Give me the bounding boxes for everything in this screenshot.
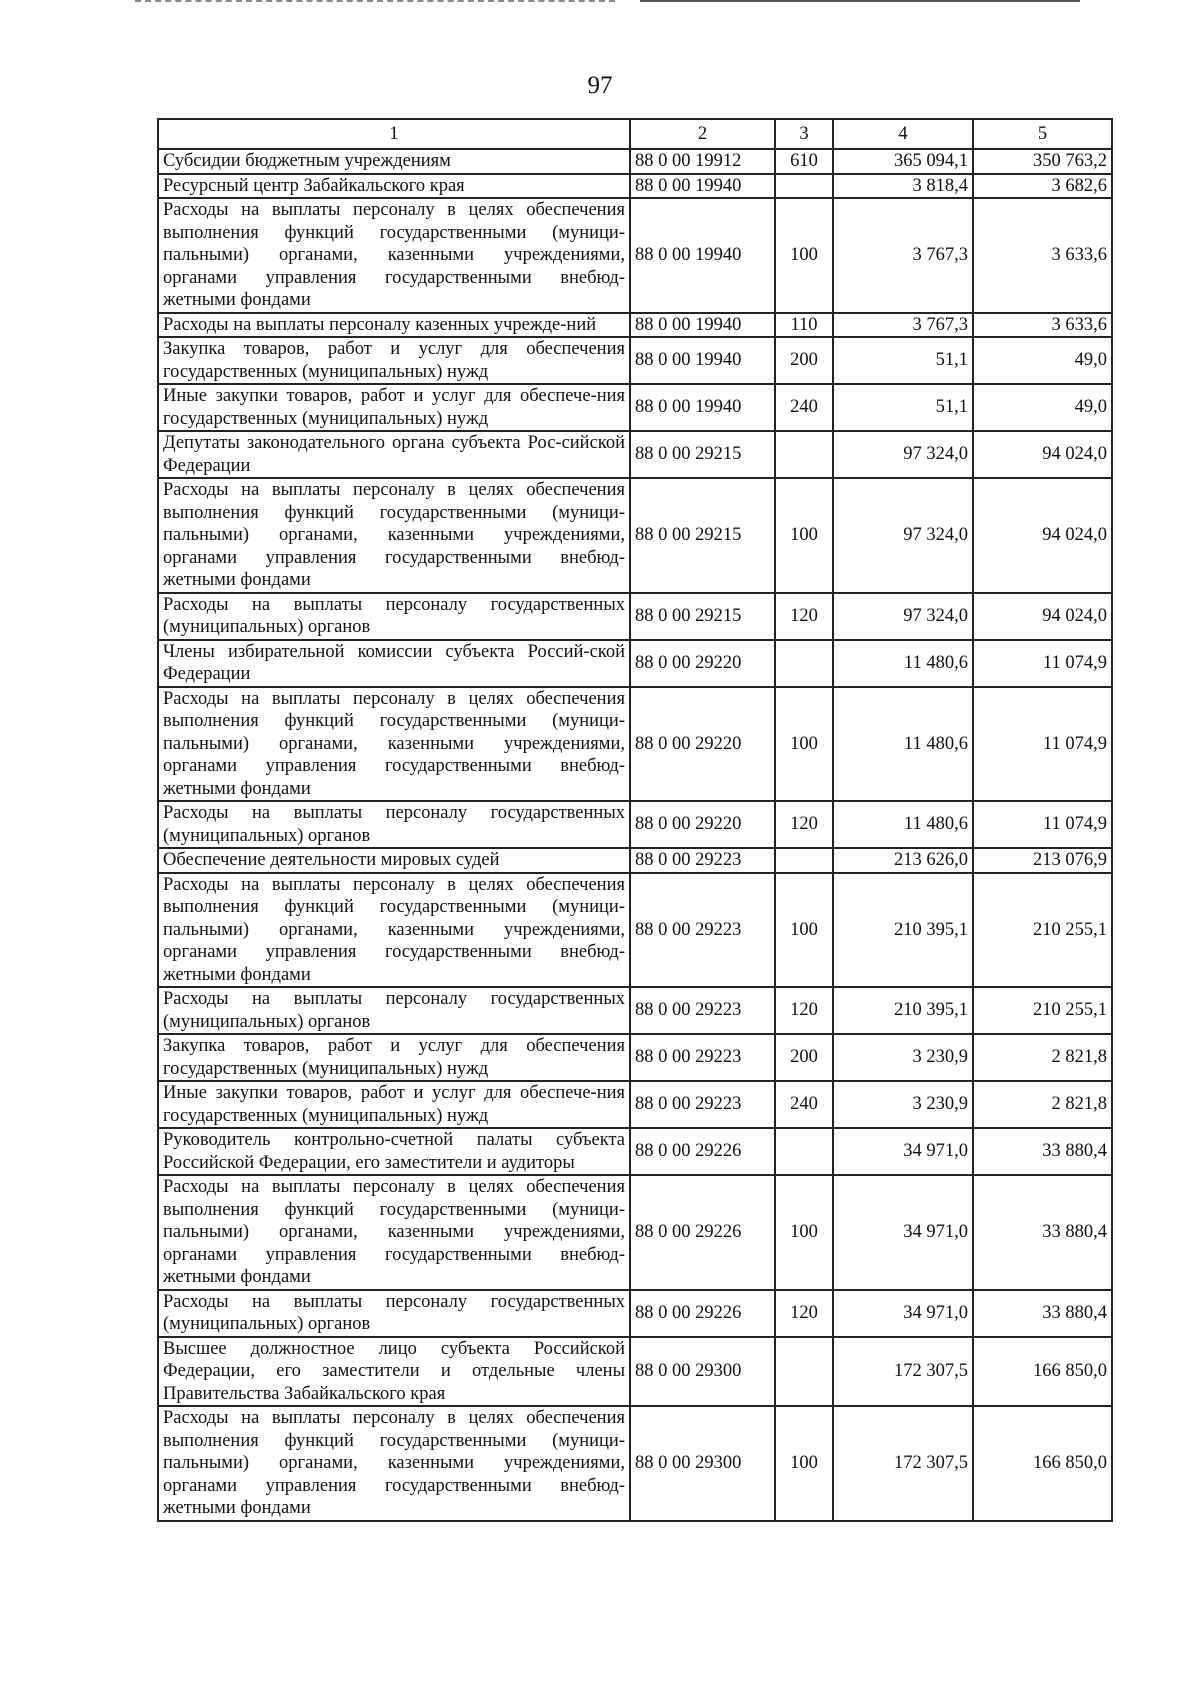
row-value-2023-cell: 51,1 xyxy=(833,337,973,384)
table-row xyxy=(158,384,1112,431)
row-kind-cell: 110 xyxy=(775,313,833,338)
row-value-2024-cell: 94 024,0 xyxy=(973,593,1112,640)
row-value-2024-cell: 33 880,4 xyxy=(973,1290,1112,1337)
row-name-cell: Расходы на выплаты персоналу государственных (муниципальных) органов xyxy=(158,593,630,640)
table-row xyxy=(158,313,1112,338)
row-value-2023-cell: 34 971,0 xyxy=(833,1128,973,1175)
table-row xyxy=(158,1128,1112,1175)
row-value-2023-cell: 3 767,3 xyxy=(833,313,973,338)
row-code-cell: 88 0 00 29223 xyxy=(630,987,775,1034)
row-value-2023-cell: 210 395,1 xyxy=(833,987,973,1034)
row-code-cell: 88 0 00 29220 xyxy=(630,687,775,802)
row-code-cell: 88 0 00 29223 xyxy=(630,848,775,873)
row-name-cell: Расходы на выплаты персоналу государственных (муниципальных) органов xyxy=(158,1290,630,1337)
row-kind-cell xyxy=(775,1128,833,1175)
row-value-2023-cell: 97 324,0 xyxy=(833,478,973,593)
row-value-2024-cell: 2 821,8 xyxy=(973,1034,1112,1081)
row-name-cell: Обеспечение деятельности мировых судей xyxy=(158,848,630,873)
row-kind-cell: 120 xyxy=(775,593,833,640)
row-value-2023-cell: 172 307,5 xyxy=(833,1337,973,1407)
table-row xyxy=(158,1175,1112,1290)
row-value-2023-cell: 51,1 xyxy=(833,384,973,431)
table-row xyxy=(158,174,1112,199)
row-kind-cell: 100 xyxy=(775,687,833,802)
row-code-cell: 88 0 00 29215 xyxy=(630,431,775,478)
table-body xyxy=(158,149,1112,1521)
row-value-2024-cell: 210 255,1 xyxy=(973,987,1112,1034)
table-row xyxy=(158,431,1112,478)
row-value-2024-cell: 11 074,9 xyxy=(973,640,1112,687)
row-value-2024-cell: 11 074,9 xyxy=(973,687,1112,802)
row-kind-cell: 100 xyxy=(775,873,833,988)
row-value-2024-cell: 94 024,0 xyxy=(973,431,1112,478)
row-value-2024-cell: 213 076,9 xyxy=(973,848,1112,873)
column-header-1: 1 xyxy=(158,119,630,149)
table-row xyxy=(158,848,1112,873)
row-name-cell: Расходы на выплаты персоналу в целях обеспечения выполнения функций государственными (муници-пальными) органами, казенными учреждениями, органами управления государственными внебюд-жетными фондами xyxy=(158,687,630,802)
row-code-cell: 88 0 00 19912 xyxy=(630,149,775,174)
row-value-2024-cell: 49,0 xyxy=(973,337,1112,384)
row-code-cell: 88 0 00 29300 xyxy=(630,1337,775,1407)
table-row xyxy=(158,687,1112,802)
row-kind-cell: 120 xyxy=(775,987,833,1034)
row-kind-cell: 120 xyxy=(775,1290,833,1337)
column-header-2: 2 xyxy=(630,119,775,149)
table-row xyxy=(158,337,1112,384)
row-value-2024-cell: 210 255,1 xyxy=(973,873,1112,988)
row-kind-cell xyxy=(775,431,833,478)
row-code-cell: 88 0 00 29220 xyxy=(630,801,775,848)
column-header-5: 5 xyxy=(973,119,1112,149)
row-kind-cell: 240 xyxy=(775,1081,833,1128)
row-value-2023-cell: 11 480,6 xyxy=(833,687,973,802)
row-name-cell: Расходы на выплаты персоналу государственных (муниципальных) органов xyxy=(158,801,630,848)
row-value-2024-cell: 166 850,0 xyxy=(973,1337,1112,1407)
row-name-cell: Расходы на выплаты персоналу в целях обеспечения выполнения функций государственными (муници-пальными) органами, казенными учреждениями, органами управления государственными внебюд-жетными фондами xyxy=(158,478,630,593)
row-value-2024-cell: 350 763,2 xyxy=(973,149,1112,174)
scan-top-rule xyxy=(640,0,1080,2)
row-name-cell: Иные закупки товаров, работ и услуг для обеспече-ния государственных (муниципальных) нужд xyxy=(158,1081,630,1128)
row-kind-cell: 240 xyxy=(775,384,833,431)
row-value-2023-cell: 34 971,0 xyxy=(833,1175,973,1290)
row-value-2023-cell: 365 094,1 xyxy=(833,149,973,174)
row-value-2024-cell: 11 074,9 xyxy=(973,801,1112,848)
table-row xyxy=(158,1081,1112,1128)
row-name-cell: Расходы на выплаты персоналу в целях обеспечения выполнения функций государственными (муници-пальными) органами, казенными учреждениями, органами управления государственными внебюд-жетными фондами xyxy=(158,873,630,988)
row-value-2024-cell: 33 880,4 xyxy=(973,1128,1112,1175)
row-value-2023-cell: 210 395,1 xyxy=(833,873,973,988)
row-name-cell: Расходы на выплаты персоналу казенных учрежде-ний xyxy=(158,313,630,338)
row-value-2024-cell: 3 682,6 xyxy=(973,174,1112,199)
column-header-3: 3 xyxy=(775,119,833,149)
row-code-cell: 88 0 00 29226 xyxy=(630,1128,775,1175)
row-kind-cell xyxy=(775,640,833,687)
row-kind-cell: 200 xyxy=(775,337,833,384)
row-kind-cell: 100 xyxy=(775,478,833,593)
row-value-2024-cell: 2 821,8 xyxy=(973,1081,1112,1128)
row-code-cell: 88 0 00 19940 xyxy=(630,313,775,338)
row-kind-cell: 120 xyxy=(775,801,833,848)
table-row xyxy=(158,1406,1112,1521)
row-value-2024-cell: 3 633,6 xyxy=(973,198,1112,313)
scan-top-marks xyxy=(135,0,615,4)
row-name-cell: Закупка товаров, работ и услуг для обеспечения государственных (муниципальных) нужд xyxy=(158,1034,630,1081)
row-kind-cell: 100 xyxy=(775,198,833,313)
table-row xyxy=(158,1034,1112,1081)
row-value-2023-cell: 172 307,5 xyxy=(833,1406,973,1521)
table-row xyxy=(158,478,1112,593)
row-value-2023-cell: 3 767,3 xyxy=(833,198,973,313)
row-code-cell: 88 0 00 29220 xyxy=(630,640,775,687)
row-name-cell: Расходы на выплаты персоналу государственных (муниципальных) органов xyxy=(158,987,630,1034)
row-code-cell: 88 0 00 29300 xyxy=(630,1406,775,1521)
table-row xyxy=(158,801,1112,848)
row-kind-cell: 610 xyxy=(775,149,833,174)
row-value-2023-cell: 3 818,4 xyxy=(833,174,973,199)
row-value-2023-cell: 213 626,0 xyxy=(833,848,973,873)
row-value-2023-cell: 97 324,0 xyxy=(833,431,973,478)
row-name-cell: Руководитель контрольно-счетной палаты субъекта Российской Федерации, его заместители и аудиторы xyxy=(158,1128,630,1175)
row-kind-cell xyxy=(775,174,833,199)
row-code-cell: 88 0 00 29223 xyxy=(630,1081,775,1128)
row-name-cell: Закупка товаров, работ и услуг для обеспечения государственных (муниципальных) нужд xyxy=(158,337,630,384)
row-value-2023-cell: 3 230,9 xyxy=(833,1081,973,1128)
row-code-cell: 88 0 00 19940 xyxy=(630,337,775,384)
table-header-row xyxy=(158,119,1112,149)
table-row xyxy=(158,987,1112,1034)
row-kind-cell: 100 xyxy=(775,1175,833,1290)
table-row xyxy=(158,873,1112,988)
table-row xyxy=(158,593,1112,640)
table-row xyxy=(158,149,1112,174)
row-code-cell: 88 0 00 29223 xyxy=(630,873,775,988)
row-value-2023-cell: 11 480,6 xyxy=(833,801,973,848)
row-code-cell: 88 0 00 19940 xyxy=(630,384,775,431)
table-row xyxy=(158,1337,1112,1407)
row-kind-cell: 200 xyxy=(775,1034,833,1081)
row-kind-cell xyxy=(775,848,833,873)
row-code-cell: 88 0 00 19940 xyxy=(630,174,775,199)
row-code-cell: 88 0 00 29226 xyxy=(630,1175,775,1290)
row-code-cell: 88 0 00 29215 xyxy=(630,593,775,640)
page-number: 97 xyxy=(587,72,613,99)
row-code-cell: 88 0 00 29226 xyxy=(630,1290,775,1337)
row-value-2023-cell: 3 230,9 xyxy=(833,1034,973,1081)
row-name-cell: Высшее должностное лицо субъекта Российской Федерации, его заместители и отдельные члены Правительства Забайкальского края xyxy=(158,1337,630,1407)
row-code-cell: 88 0 00 29223 xyxy=(630,1034,775,1081)
row-name-cell: Расходы на выплаты персоналу в целях обеспечения выполнения функций государственными (муници-пальными) органами, казенными учреждениями, органами управления государственными внебюд-жетными фондами xyxy=(158,1406,630,1521)
row-value-2024-cell: 49,0 xyxy=(973,384,1112,431)
row-value-2023-cell: 11 480,6 xyxy=(833,640,973,687)
column-header-4: 4 xyxy=(833,119,973,149)
row-kind-cell xyxy=(775,1337,833,1407)
row-value-2023-cell: 34 971,0 xyxy=(833,1290,973,1337)
row-name-cell: Ресурсный центр Забайкальского края xyxy=(158,174,630,199)
row-kind-cell: 100 xyxy=(775,1406,833,1521)
row-name-cell: Расходы на выплаты персоналу в целях обеспечения выполнения функций государственными (муници-пальными) органами, казенными учреждениями, органами управления государственными внебюд-жетными фондами xyxy=(158,1175,630,1290)
row-value-2024-cell: 33 880,4 xyxy=(973,1175,1112,1290)
row-code-cell: 88 0 00 29215 xyxy=(630,478,775,593)
row-name-cell: Расходы на выплаты персоналу в целях обеспечения выполнения функций государственными (муници-пальными) органами, казенными учреждениями, органами управления государственными внебюд-жетными фондами xyxy=(158,198,630,313)
table-row xyxy=(158,640,1112,687)
budget-table xyxy=(157,118,1113,1522)
row-value-2024-cell: 166 850,0 xyxy=(973,1406,1112,1521)
row-name-cell: Члены избирательной комиссии субъекта Россий-ской Федерации xyxy=(158,640,630,687)
table-row xyxy=(158,1290,1112,1337)
row-code-cell: 88 0 00 19940 xyxy=(630,198,775,313)
row-name-cell: Иные закупки товаров, работ и услуг для обеспече-ния государственных (муниципальных) нужд xyxy=(158,384,630,431)
row-value-2024-cell: 3 633,6 xyxy=(973,313,1112,338)
row-name-cell: Депутаты законодательного органа субъекта Рос-сийской Федерации xyxy=(158,431,630,478)
row-value-2023-cell: 97 324,0 xyxy=(833,593,973,640)
row-name-cell: Субсидии бюджетным учреждениям xyxy=(158,149,630,174)
row-value-2024-cell: 94 024,0 xyxy=(973,478,1112,593)
table-row xyxy=(158,198,1112,313)
